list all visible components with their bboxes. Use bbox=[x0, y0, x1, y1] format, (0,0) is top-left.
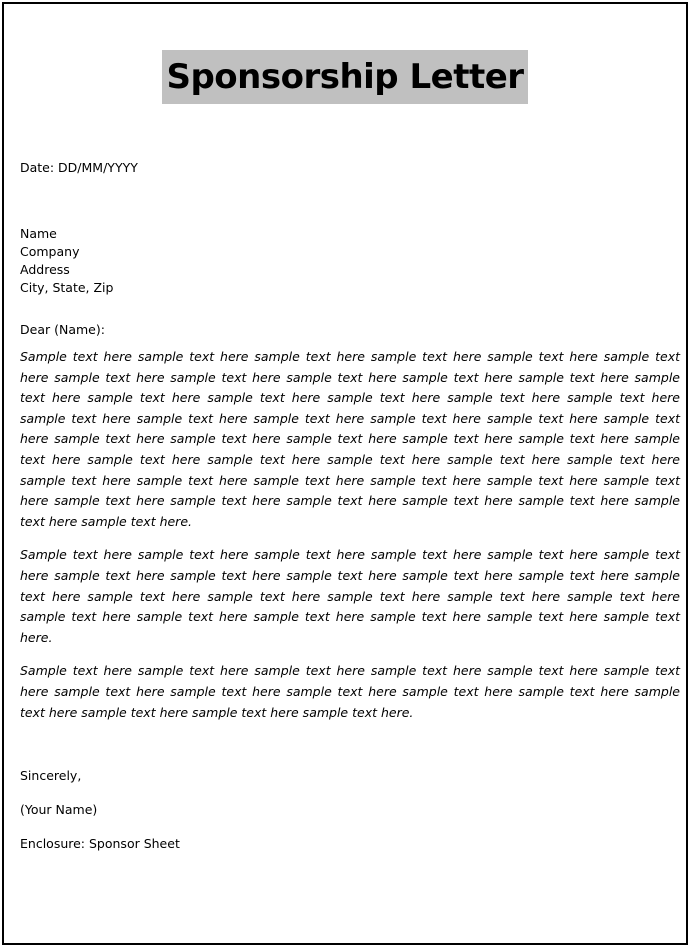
closing: Sincerely, bbox=[20, 768, 82, 784]
letter-body bbox=[20, 159, 680, 853]
body-paragraph-1: Sample text here sample text here sample text here sample text here sample text here sample text here sample text here sample text here sample text here sample text here sample text here sample text here sample text here sample text here sample text here sample text here sample text here sample text here sample text here sample text here sample text here sample text here sample text here sample text here sample text here sample text here sample text here sample text here sample text here sample text here sample text here sample text here sample text here sample text here sample text here sample text here sample text here sample text here sample text here sample text here sample text here sample text here sample text here sample text here sample text here sample text here sample text here. bbox=[20, 349, 680, 529]
recipient-city-state-zip: City, State, Zip bbox=[20, 280, 114, 295]
signature-name: (Your Name) bbox=[20, 802, 98, 818]
recipient-address: Address bbox=[20, 262, 70, 277]
body-paragraph-2: Sample text here sample text here sample text here sample text here sample text here sample text here sample text here sample text here sample text here sample text here sample text here sample text here sample text here sample text here sample text here sample text here sample text here sample text here sample text here sample text here sample text here sample text here sample text here. bbox=[20, 547, 680, 645]
recipient-name: Name bbox=[20, 226, 57, 241]
body-paragraph-3: Sample text here sample text here sample text here sample text here sample text here sample text here sample text here sample text here sample text here sample text here sample text here sample text here sample text here sample text here sample text here. bbox=[20, 663, 680, 720]
enclosure-line: Enclosure: Sponsor Sheet bbox=[20, 836, 180, 852]
salutation: Dear (Name): bbox=[20, 322, 105, 337]
date-line: Date: DD/MM/YYYY bbox=[20, 160, 138, 175]
recipient-address-block bbox=[20, 225, 680, 297]
title-wrapper bbox=[4, 50, 686, 104]
recipient-company: Company bbox=[20, 244, 80, 259]
letter-page bbox=[2, 2, 688, 945]
letter-title: Sponsorship Letter bbox=[162, 50, 527, 104]
